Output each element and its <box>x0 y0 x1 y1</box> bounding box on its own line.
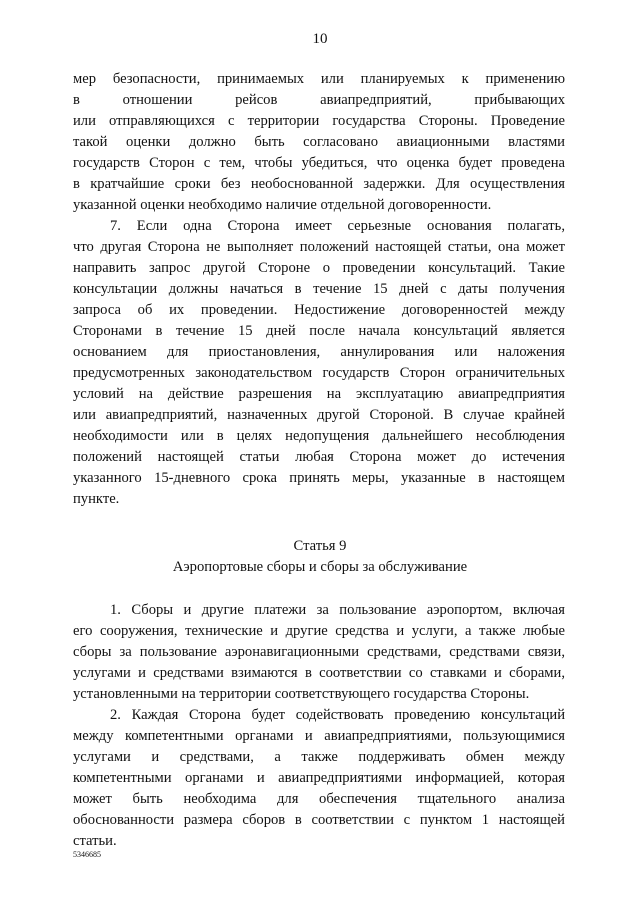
text-line: услугами и средствами взимаются в соответствии со ставками и сборами, <box>73 665 565 681</box>
text-line: мер безопасности, принимаемых или планируемых к применению <box>73 71 565 87</box>
text-line: консультации должны начаться в течение 15 дней с даты получения <box>73 281 565 297</box>
document-code: 5346685 <box>73 850 101 859</box>
text-line: услугами и средствами, а также поддерживать обмен между <box>73 749 565 765</box>
text-line: установленными на территории соответствующего государства Стороны. <box>73 686 530 702</box>
text-line: сборы за пользование аэронавигационными средствами, средствами связи, <box>73 644 565 660</box>
text-line: обоснованности размера сборов в соответствии с пунктом 1 настоящей <box>73 812 565 828</box>
text-line: условий на действие разрешения на эксплуатацию авиапредприятия <box>73 386 565 402</box>
paragraph-start-line: 1. Сборы и другие платежи за пользование аэропортом, включая <box>110 602 565 618</box>
text-line: предусмотренных законодательством государств Сторон ограничительных <box>73 365 565 381</box>
text-line: государств Сторон с тем, чтобы убедиться, что оценка будет проведена <box>73 155 565 171</box>
text-line: положений настоящей статьи любая Сторона может до истечения <box>73 449 565 465</box>
text-line: статьи. <box>73 833 117 849</box>
text-line: направить запрос другой Стороне о проведении консультаций. Такие <box>73 260 565 276</box>
page-number: 10 <box>312 31 328 47</box>
text-line: необходимости или в целях недопущения дальнейшего несоблюдения <box>73 428 565 444</box>
text-line: или авиапредприятий, назначенных другой Стороной. В случае крайней <box>73 407 565 423</box>
paragraph-start-line: 2. Каждая Сторона будет содействовать проведению консультаций <box>110 707 565 723</box>
text-line: запроса об их проведении. Недостижение договоренностей между <box>73 302 565 318</box>
text-line: его сооружения, технические и другие средства и услуги, а также любые <box>73 623 565 639</box>
text-line: указанного 15-дневного срока принять меры, указанные в настоящем <box>73 470 565 486</box>
article-number: Статья 9 <box>293 538 347 554</box>
text-line: между компетентными органами и авиапредприятиями, пользующимися <box>73 728 565 744</box>
text-line: такой оценки должно быть согласовано авиационными властями <box>73 134 565 150</box>
text-line: Сторонами в течение 15 дней после начала консультаций является <box>73 323 565 339</box>
text-line: может быть необходима для обеспечения тщательного анализа <box>73 791 565 807</box>
text-line: основанием для приостановления, аннулирования или наложения <box>73 344 565 360</box>
text-line: компетентными органами и авиапредприятиями информацией, которая <box>73 770 565 786</box>
text-line: что другая Сторона не выполняет положений настоящей статьи, она может <box>73 239 565 255</box>
text-line: пункте. <box>73 491 120 507</box>
paragraph-start-line: 7. Если одна Сторона имеет серьезные основания полагать, <box>110 218 565 234</box>
text-line: или отправляющихся с территории государства Стороны. Проведение <box>73 113 565 129</box>
text-line: в кратчайшие сроки без необоснованной задержки. Для осуществления <box>73 176 565 192</box>
article-title: Аэропортовые сборы и сборы за обслуживание <box>172 559 468 575</box>
text-line: указанной оценки необходимо наличие отдельной договоренности. <box>73 197 492 213</box>
text-line: в отношении рейсов авиапредприятий, прибывающих <box>73 92 565 108</box>
